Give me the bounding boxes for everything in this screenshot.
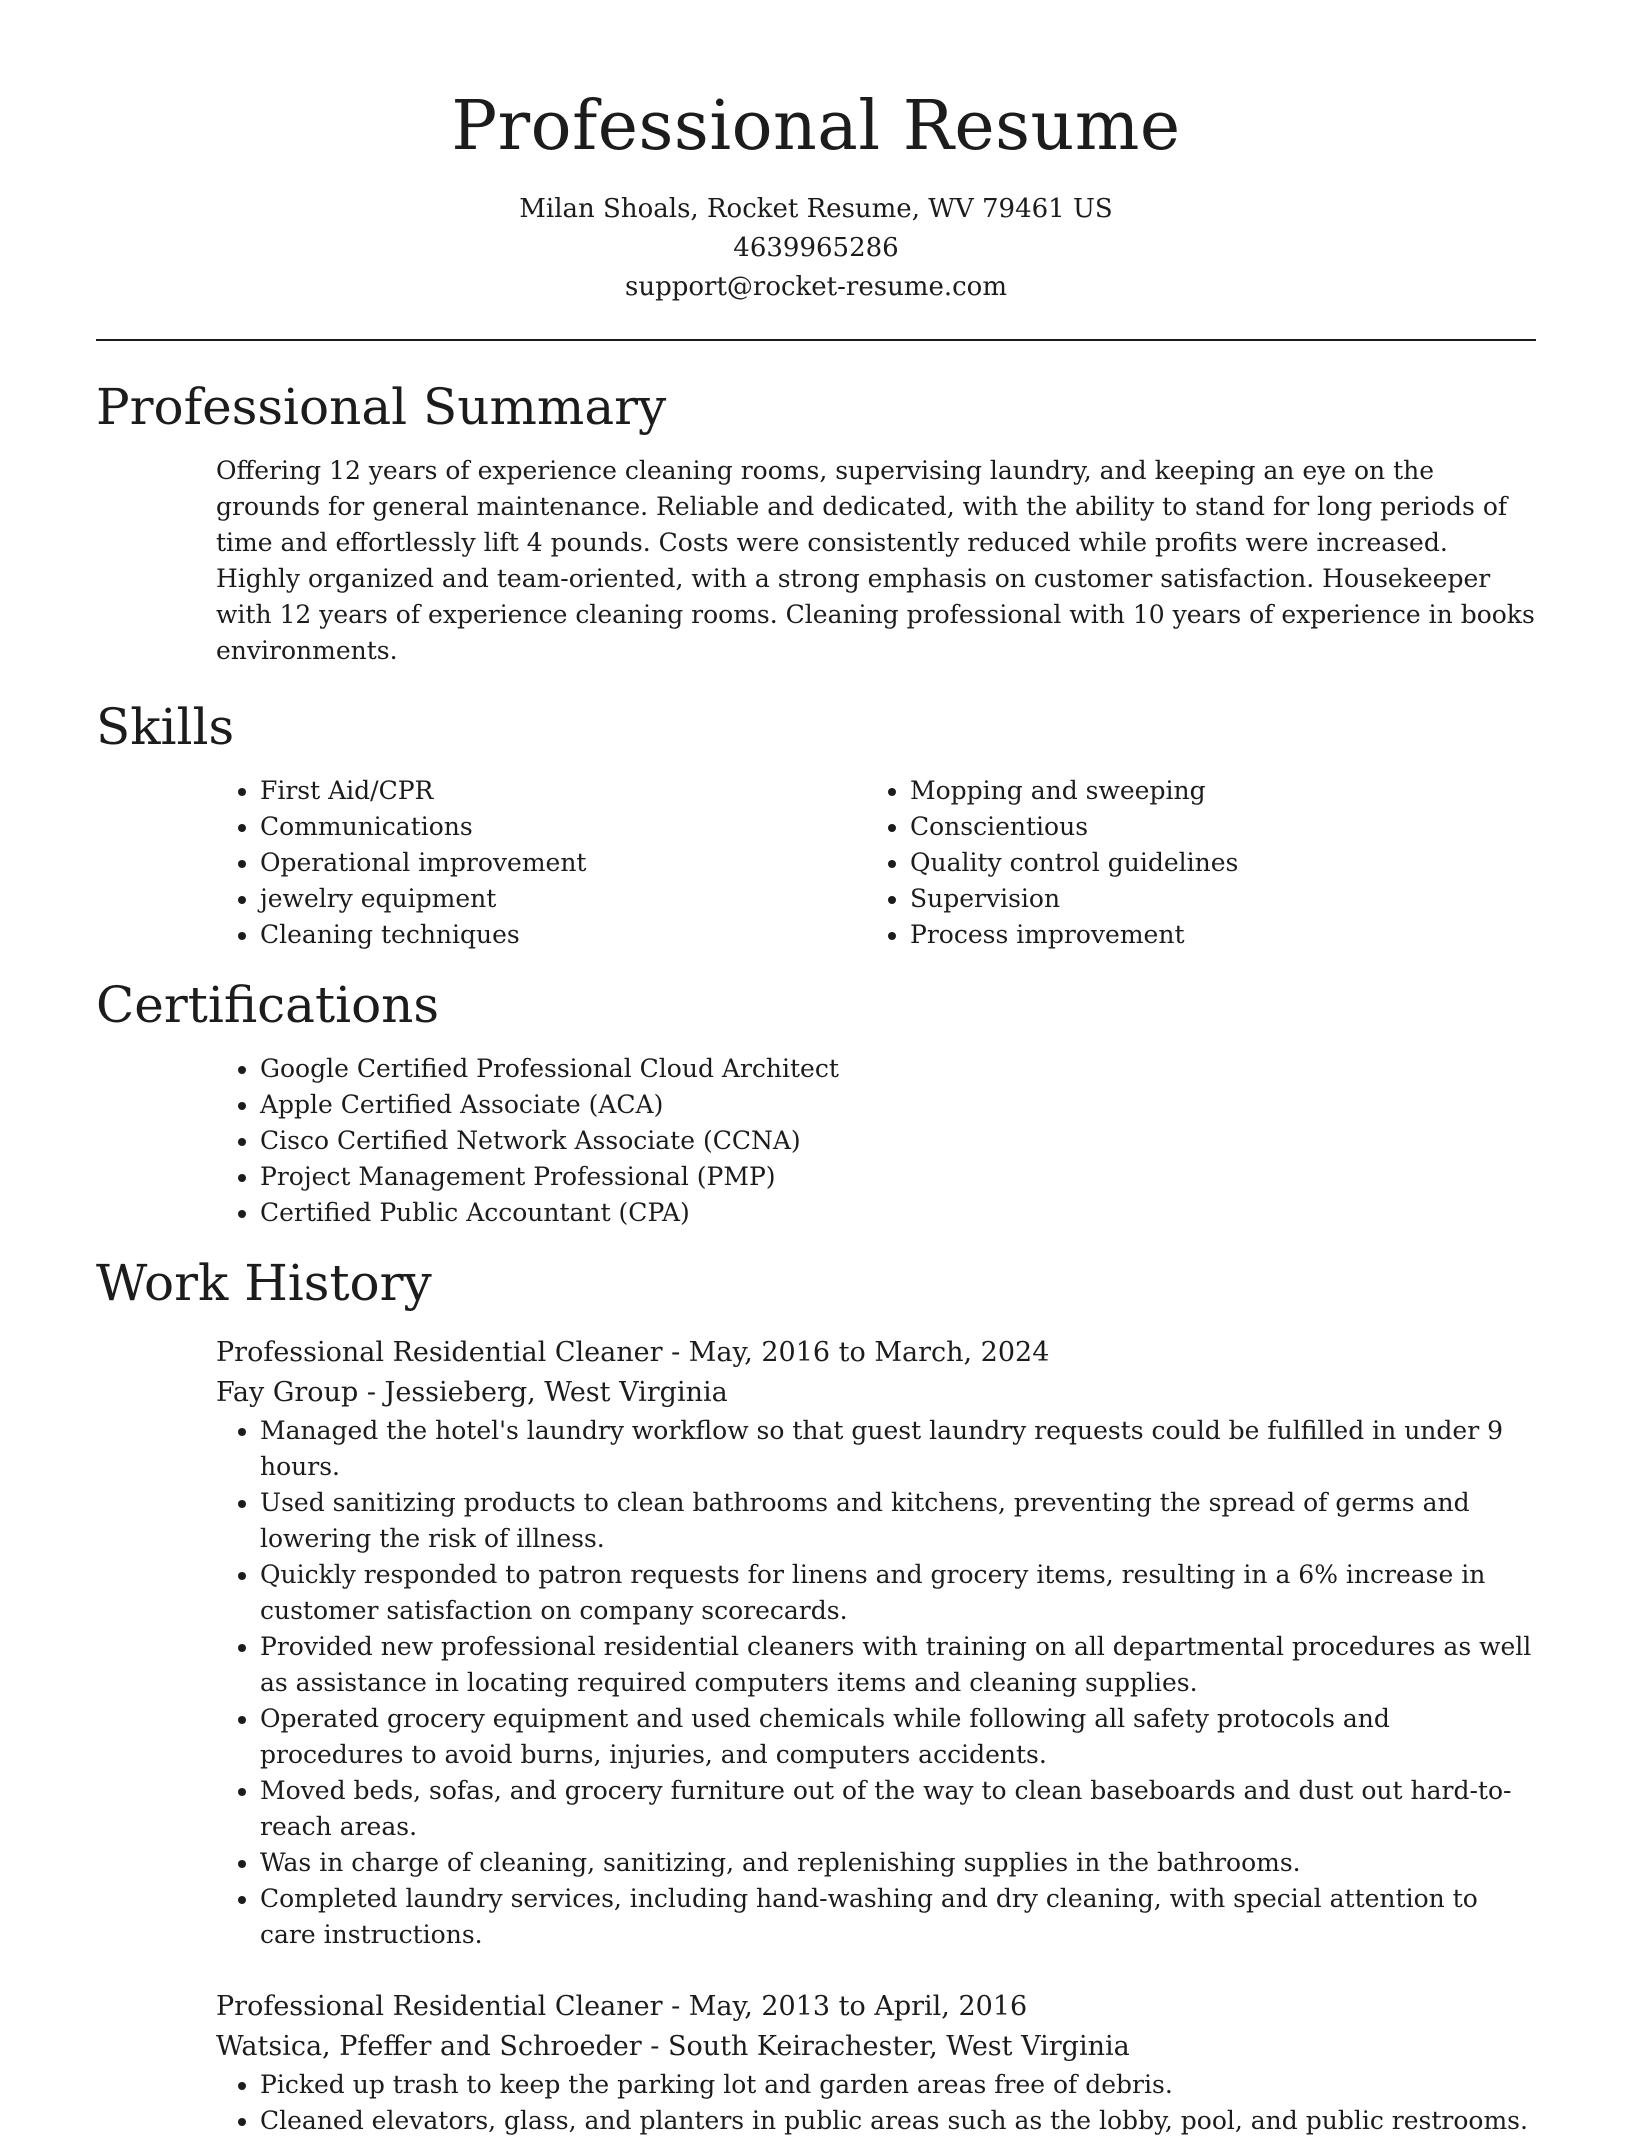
list-item: • Provided new professional residential cleaners with training on all departmental procedures as well as assistance in locating required computers items and cleaning supplies. xyxy=(260,1629,1536,1701)
job-title-line: Professional Residential Cleaner - May, 2016 to March, 2024 xyxy=(216,1337,1050,1368)
certifications-heading: Certifications xyxy=(96,976,440,1034)
list-item: • Certified Public Accountant (CPA) xyxy=(260,1195,1536,1231)
contact-address: Milan Shoals, Rocket Resume, WV 79461 US xyxy=(519,194,1113,224)
skills-column-left xyxy=(216,773,866,953)
page-title: Professional Resume xyxy=(451,87,1181,166)
list-item: • Quality control guidelines xyxy=(910,845,1516,881)
certifications-list xyxy=(216,1051,1536,1231)
contact-phone: 4639965286 xyxy=(733,233,899,263)
list-item: • Operational improvement xyxy=(260,845,866,881)
list-item: • Used sanitizing products to clean bathrooms and kitchens, preventing the spread of germs and lowering the risk of illness. xyxy=(260,1485,1536,1557)
list-item: • Completed laundry services, including hand-washing and dry cleaning, with special attention to care instructions. xyxy=(260,1881,1536,1953)
certifications-block xyxy=(216,1051,1536,1231)
list-item: • jewelry equipment xyxy=(260,881,866,917)
list-item: • Mopping and sweeping xyxy=(910,773,1516,809)
skills-column-right xyxy=(866,773,1516,953)
list-item: • Process improvement xyxy=(910,917,1516,953)
list-item: • Managed the hotel's laundry workflow so that guest laundry requests could be fulfilled in under 9 hours. xyxy=(260,1413,1536,1485)
list-item: • Google Certified Professional Cloud Architect xyxy=(260,1051,1536,1087)
job-duties-list xyxy=(216,2067,1536,2139)
header-divider xyxy=(96,339,1536,341)
list-item: • Operated grocery equipment and used chemicals while following all safety protocols and procedures to avoid burns, injuries, and computers accidents. xyxy=(260,1701,1536,1773)
job-entry xyxy=(216,1987,1536,2139)
list-item: • Supervision xyxy=(910,881,1516,917)
contact-email: support@rocket-resume.com xyxy=(624,272,1007,302)
list-item: • Cleaning techniques xyxy=(260,917,866,953)
job-entry xyxy=(216,1333,1536,1953)
skills-list-right xyxy=(866,773,1516,953)
list-item: • Moved beds, sofas, and grocery furniture out of the way to clean baseboards and dust out hard-to-reach areas. xyxy=(260,1773,1536,1845)
summary-heading: Professional Summary xyxy=(96,378,667,436)
list-item: • First Aid/CPR xyxy=(260,773,866,809)
list-item: • Cleaned elevators, glass, and planters in public areas such as the lobby, pool, and public restrooms. xyxy=(260,2103,1536,2139)
job-company-line: Fay Group - Jessieberg, West Virginia xyxy=(216,1377,728,1408)
list-item: • Conscientious xyxy=(910,809,1516,845)
skills-heading: Skills xyxy=(96,698,235,756)
list-item: • Communications xyxy=(260,809,866,845)
list-item: • Was in charge of cleaning, sanitizing, and replenishing supplies in the bathrooms. xyxy=(260,1845,1536,1881)
summary-text: Offering 12 years of experience cleaning rooms, supervising laundry, and keeping an eye on the grounds for general maintenance. Reliable and dedicated, with the ability to stand for long periods of time and effortlessly lift 4 pounds. Costs were consistently reduced while profits were increased. Highly organized and team-oriented, with a strong emphasis on customer satisfaction. Housekeeper with 12 years of experience cleaning rooms. Cleaning professional with 10 years of experience in books environments. xyxy=(216,456,1535,665)
list-item: • Cisco Certified Network Associate (CCNA) xyxy=(260,1123,1536,1159)
skills-grid xyxy=(216,773,1536,953)
resume-header xyxy=(96,0,1536,307)
list-item: • Project Management Professional (PMP) xyxy=(260,1159,1536,1195)
list-item: • Quickly responded to patron requests for linens and grocery items, resulting in a 6% increase in customer satisfaction on company scorecards. xyxy=(260,1557,1536,1629)
list-item: • Apple Certified Associate (ACA) xyxy=(260,1087,1536,1123)
job-duties-list xyxy=(216,1413,1536,1953)
job-company-line: Watsica, Pfeffer and Schroeder - South Keirachester, West Virginia xyxy=(216,2031,1130,2062)
work-history-heading: Work History xyxy=(96,1254,432,1312)
job-title-line: Professional Residential Cleaner - May, 2013 to April, 2016 xyxy=(216,1991,1028,2022)
skills-list-left xyxy=(216,773,866,953)
list-item: • Picked up trash to keep the parking lot and garden areas free of debris. xyxy=(260,2067,1536,2103)
resume-page xyxy=(96,0,1536,2139)
